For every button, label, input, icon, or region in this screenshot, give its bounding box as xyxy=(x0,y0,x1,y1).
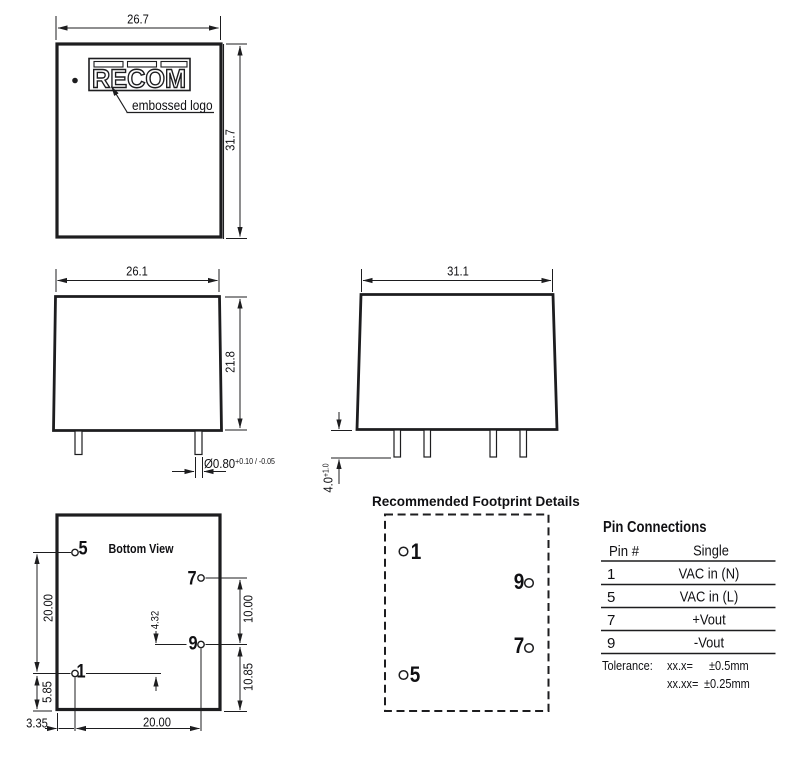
pin-7-label: 7 xyxy=(187,568,197,590)
pad-5 xyxy=(399,671,408,680)
table-row-value: VAC in (N) xyxy=(678,565,740,583)
pad-1 xyxy=(399,547,408,556)
pin-diameter-tolerance: +0.10 / -0.05 xyxy=(235,457,275,466)
side-view-outline xyxy=(54,297,222,431)
pin xyxy=(424,430,431,457)
pad-9-label: 9 xyxy=(513,569,525,594)
logo-text: RECOM xyxy=(92,63,186,94)
table-row-pin: 1 xyxy=(607,566,616,583)
pin xyxy=(394,430,401,457)
side-view-outline xyxy=(357,295,557,430)
dim-center-offset: 4.32 xyxy=(149,610,162,630)
table-row-pin: 7 xyxy=(607,612,616,629)
pin-diameter-value: Ø0.80 xyxy=(204,456,236,471)
pin-length-tolerance: +1.0 xyxy=(321,463,331,478)
dim-bottom-span: 20.00 xyxy=(143,714,171,730)
footprint-title: Recommended Footprint Details xyxy=(372,494,580,509)
front-height-dim: 31.7 xyxy=(222,129,238,151)
pin-length-dim xyxy=(322,463,335,492)
pin xyxy=(520,430,527,457)
pin-7-hole xyxy=(198,575,204,581)
pin-9-label: 9 xyxy=(188,633,198,655)
pin-diameter-dim xyxy=(204,457,275,470)
table-row-pin: 9 xyxy=(607,635,616,652)
pad-9 xyxy=(525,579,534,588)
dim-bottom-offset: 3.35 xyxy=(26,715,48,731)
pin xyxy=(75,431,82,455)
tolerance-eq: xx.x= xyxy=(667,659,693,673)
lateral-width-dim: 31.1 xyxy=(447,263,469,279)
embossed-logo-caption: embossed logo xyxy=(132,98,213,113)
tolerance-label: Tolerance: xyxy=(602,659,653,673)
pin-9-hole xyxy=(198,641,204,647)
tolerance-eq: xx.xx= xyxy=(667,677,699,691)
table-row-value: VAC in (L) xyxy=(679,588,739,606)
pad-7 xyxy=(525,644,534,653)
table-row-value: -Vout xyxy=(693,634,725,652)
tolerance-value: ±0.5mm xyxy=(709,659,749,673)
side-width-dim: 26.1 xyxy=(126,263,148,279)
recom-logo xyxy=(72,59,190,94)
front-width-dim: 26.7 xyxy=(127,11,149,27)
pin-length-value: 4.0 xyxy=(320,477,336,493)
dim-right-span: 10.00 xyxy=(240,595,256,623)
front-side-view-drawing xyxy=(54,269,248,478)
pad-5-label: 5 xyxy=(409,662,421,687)
front-view-drawing xyxy=(56,16,247,239)
pin xyxy=(490,430,497,457)
lateral-side-view-drawing xyxy=(331,269,557,484)
dim-left-offset: 5.85 xyxy=(39,681,55,703)
dim-right-offset: 10.85 xyxy=(240,663,256,691)
table-row-pin: 5 xyxy=(607,589,616,606)
tolerance-value: ±0.25mm xyxy=(704,677,750,691)
orientation-dot xyxy=(72,78,78,84)
col-header-single: Single xyxy=(693,542,729,560)
pin xyxy=(195,431,202,455)
pin-1-label: 1 xyxy=(76,661,86,683)
pin-5-label: 5 xyxy=(78,538,88,560)
pin-5-hole xyxy=(72,549,78,555)
pad-7-label: 7 xyxy=(513,633,525,658)
side-height-dim: 21.8 xyxy=(222,351,238,373)
dim-left-span: 20.00 xyxy=(40,594,56,622)
table-row-value: +Vout xyxy=(692,611,726,629)
bottom-view-title: Bottom View xyxy=(108,541,174,556)
pad-1-label: 1 xyxy=(410,539,422,564)
col-header-pin: Pin # xyxy=(609,543,640,560)
pin-table-title: Pin Connections xyxy=(603,519,707,536)
